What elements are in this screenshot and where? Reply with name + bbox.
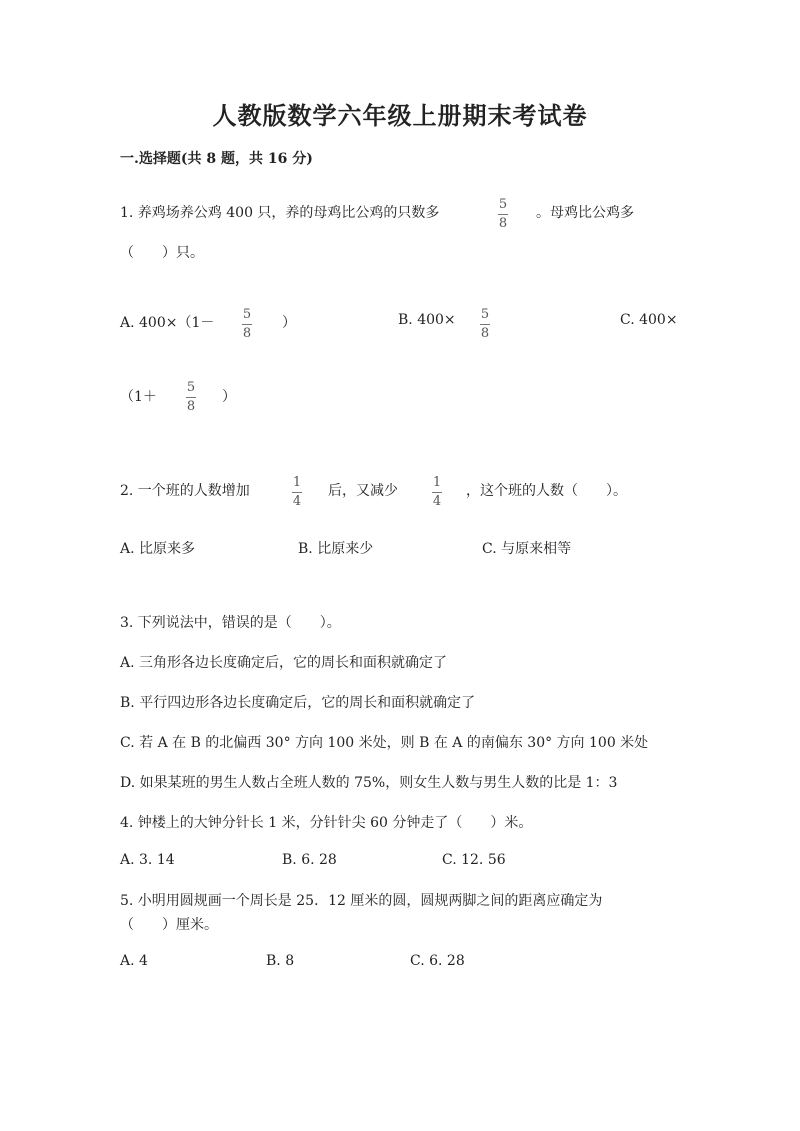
fraction-numerator: 1: [432, 475, 442, 490]
q3-option-c: C. 若 A 在 B 的北偏西 30° 方向 100 米处，则 B 在 A 的南偏东 30° 方向 100 米处: [120, 735, 649, 751]
q3-option-d: D. 如果某班的男生人数占全班人数的 75%，则女生人数与男生人数的比是 1：3: [120, 775, 618, 791]
q1-option-b-fraction: [480, 308, 490, 341]
fraction-denominator: 8: [242, 326, 252, 341]
q5-stem-part2: （ ）厘米。: [120, 917, 218, 933]
q2-option-b: B. 比原来少: [298, 541, 374, 557]
q3-stem: 3. 下列说法中，错误的是（ ）。: [120, 615, 341, 631]
q1-stem-part3: （ ）只。: [120, 245, 204, 261]
fraction-denominator: 8: [498, 216, 508, 231]
fraction-denominator: 4: [292, 494, 302, 509]
q1-stem-part1: 1. 养鸡场养公鸡 400 只，养的母鸡比公鸡的只数多: [120, 205, 440, 221]
fraction-numerator: 1: [292, 475, 302, 490]
q5-stem-part1: 5. 小明用圆规画一个周长是 25．12 厘米的圆，圆规两脚之间的距离应确定为: [120, 893, 603, 909]
q5-option-a: A. 4: [120, 953, 148, 969]
q5-option-b: B. 8: [266, 953, 295, 969]
q1-option-c-fraction: [186, 381, 196, 414]
q4-option-b: B. 6. 28: [282, 852, 337, 868]
fraction-denominator: 4: [432, 494, 442, 509]
q3-option-a: A. 三角形各边长度确定后，它的周长和面积就确定了: [120, 655, 448, 671]
q1-option-a-end: ）: [282, 315, 296, 331]
q1-option-a-fraction: [242, 308, 252, 341]
q1-option-c-start: （1＋: [120, 389, 157, 405]
q1-option-a: A. 400×（1－: [120, 315, 215, 331]
q2-option-a: A. 比原来多: [120, 541, 196, 557]
q2-stem-part3: ，这个班的人数（ ）。: [466, 483, 627, 499]
q1-option-c: C. 400×: [620, 312, 678, 328]
q1-option-c-end: ）: [222, 389, 236, 405]
q5-option-c: C. 6. 28: [410, 953, 465, 969]
q2-stem-part1: 2. 一个班的人数增加: [120, 483, 250, 499]
fraction-numerator: 5: [498, 197, 508, 212]
q2-stem-part2: 后，又减少: [328, 483, 398, 499]
q2-fraction-1: [292, 476, 302, 509]
fraction-numerator: 5: [242, 307, 252, 322]
fraction-denominator: 8: [186, 399, 196, 414]
q4-stem: 4. 钟楼上的大钟分针长 1 米，分针针尖 60 分钟走了（ ）米。: [120, 815, 533, 831]
q1-option-b: B. 400×: [398, 312, 456, 328]
q1-stem-part2: 。母鸡比公鸡多: [536, 205, 634, 221]
section-heading: 一.选择题(共 8 题，共 16 分): [120, 151, 313, 167]
fraction-numerator: 5: [186, 380, 196, 395]
q2-fraction-2: [432, 476, 442, 509]
fraction-denominator: 8: [480, 326, 490, 341]
q2-option-c: C. 与原来相等: [482, 541, 572, 557]
q3-option-b: B. 平行四边形各边长度确定后，它的周长和面积就确定了: [120, 695, 476, 711]
q1-fraction: [498, 198, 508, 231]
q4-option-c: C. 12. 56: [442, 852, 506, 868]
fraction-numerator: 5: [480, 307, 490, 322]
page-title: 人教版数学六年级上册期末考试卷: [212, 101, 588, 130]
q4-option-a: A. 3. 14: [120, 852, 175, 868]
